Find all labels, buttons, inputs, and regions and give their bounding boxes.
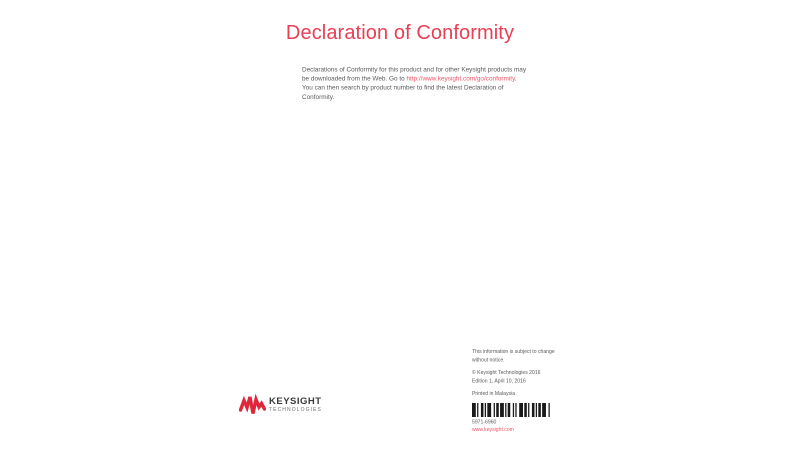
body-paragraph: [302, 65, 526, 101]
page-title: Declaration of Conformity: [285, 22, 515, 44]
body-text: be downloaded from the Web. Go to: [302, 74, 407, 83]
body-text: .: [514, 74, 517, 83]
change-notice: [472, 348, 555, 365]
body-line-2: [302, 74, 526, 83]
printed-line: Printed in Malaysia: [472, 391, 516, 397]
notice-line: This information is subject to change: [472, 349, 555, 355]
body-line-3: You can then search by product number to find the latest Declaration of: [302, 83, 504, 92]
notice-line: without notice.: [472, 357, 505, 363]
body-line-1: Declarations of Conformity for this product and for other Keysight products may: [302, 65, 527, 73]
printed-in: [472, 390, 555, 398]
keysight-spark-icon: [239, 394, 266, 416]
copyright-line: © Keysight Technologies 2016: [472, 370, 541, 376]
logo-subname-wrap: [269, 407, 375, 413]
body-line-4: Conformity.: [302, 92, 335, 101]
conformity-link[interactable]: http://www.keysight.com/go/conformity: [406, 74, 515, 83]
keysight-website-link[interactable]: www.keysight.com: [472, 426, 514, 433]
copyright-block: [472, 369, 555, 386]
logo-name-text: KEYSIGHT: [269, 396, 322, 407]
colophon-block: [472, 348, 555, 433]
edition-line: Edition 1, April 10, 2016: [472, 378, 526, 384]
barcode-image: [472, 403, 552, 417]
logo-wordmark: [269, 394, 375, 418]
part-number: 5971-6960: [472, 419, 497, 425]
keysight-logo: [239, 394, 375, 418]
logo-subname-text: TECHNOLOGIES: [269, 407, 322, 413]
